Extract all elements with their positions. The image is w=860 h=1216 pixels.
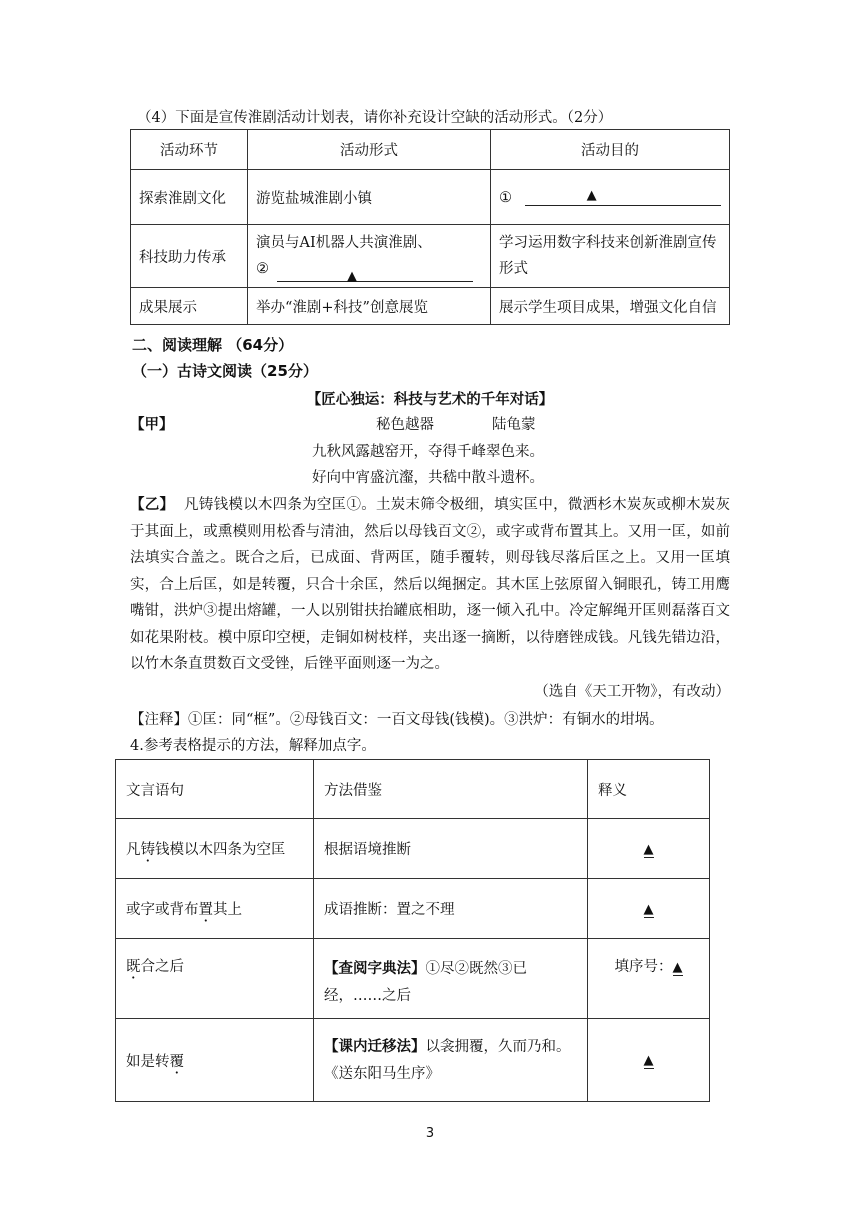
answer-cell[interactable]: 填序号：▲ bbox=[588, 939, 710, 1019]
answer-cell[interactable] bbox=[588, 879, 710, 939]
sentence-cell: 既合之后 bbox=[116, 939, 314, 1019]
poem-line: 好向中宵盛沆瀣，共嵇中散斗遗杯。 bbox=[312, 470, 544, 486]
table-row bbox=[116, 819, 710, 879]
triangle-icon: ▲ bbox=[672, 960, 683, 975]
yi-label: 【乙】 bbox=[130, 497, 175, 513]
method-cell: 【课内迁移法】以衾拥覆，久而乃和。《送东阳马生序》 bbox=[314, 1019, 588, 1102]
question-4-instruction: 4.参考表格提示的方法，解释加点字。 bbox=[130, 738, 376, 754]
sentence-cell: 如是转覆 bbox=[116, 1019, 314, 1102]
stage-cell: 成果展示 bbox=[131, 288, 248, 325]
purpose-cell: 学习运用数字科技来创新淮剧宣传形式 bbox=[491, 225, 730, 288]
activity-plan-table bbox=[130, 129, 730, 325]
table-header-row bbox=[116, 760, 710, 819]
header-sentence: 文言语句 bbox=[116, 760, 314, 819]
table-row bbox=[131, 225, 730, 288]
passage-title: 【匠心独运：科技与艺术的千年对话】 bbox=[306, 392, 554, 408]
form-cell: 举办“淮剧+科技”创意展览 bbox=[248, 288, 491, 325]
jia-label: 【甲】 bbox=[130, 417, 174, 433]
sentence-cell: 凡铸钱模以木四条为空匡 bbox=[116, 819, 314, 879]
dotted-char: 既 bbox=[126, 959, 141, 975]
form-cell bbox=[248, 225, 491, 288]
method-cell: 成语推断：置之不理 bbox=[314, 879, 588, 939]
form-cell: 游览盐城淮剧小镇 bbox=[248, 170, 491, 225]
triangle-icon: ▲ bbox=[643, 841, 654, 857]
table-row bbox=[131, 170, 730, 225]
page-number: 3 bbox=[425, 1126, 435, 1141]
table-header-row bbox=[131, 130, 730, 170]
method-cell: 根据语境推断 bbox=[314, 819, 588, 879]
header-method: 方法借鉴 bbox=[314, 760, 588, 819]
dotted-char: 铸 bbox=[140, 842, 155, 858]
annotation-note: 【注释】①匡：同“框”。②母钱百文：一百文母钱(钱模)。③洪炉：有铜水的坩埚。 bbox=[130, 712, 664, 728]
header-meaning: 释义 bbox=[588, 760, 710, 819]
poem-author: 陆龟蒙 bbox=[492, 417, 536, 433]
answer-blank[interactable] bbox=[525, 189, 721, 206]
passage-yi bbox=[130, 492, 730, 678]
triangle-icon: ▲ bbox=[643, 901, 654, 917]
blank-marker: ② bbox=[256, 261, 269, 277]
subsection-heading: （一）古诗文阅读（25分） bbox=[132, 362, 318, 380]
triangle-icon: ▲ bbox=[643, 1053, 654, 1068]
answer-cell[interactable] bbox=[588, 1019, 710, 1102]
purpose-cell bbox=[491, 170, 730, 225]
word-explanation-table bbox=[115, 759, 710, 1102]
dotted-char: 置 bbox=[198, 902, 213, 918]
table-row bbox=[116, 879, 710, 939]
blank-marker: ① bbox=[499, 189, 512, 206]
table-row bbox=[116, 1019, 710, 1102]
header-stage: 活动环节 bbox=[131, 130, 248, 170]
poem-title: 秘色越器 bbox=[376, 417, 434, 433]
header-purpose: 活动目的 bbox=[491, 130, 730, 170]
stage-cell: 科技助力传承 bbox=[131, 225, 248, 288]
source-citation: （选自《天工开物》，有改动） bbox=[534, 684, 730, 700]
sentence-cell: 或字或背布置其上 bbox=[116, 879, 314, 939]
header-form: 活动形式 bbox=[248, 130, 491, 170]
form-text: 演员与AI机器人共演淮剧、 bbox=[256, 235, 432, 251]
poem-line: 九秋风露越窑开，夺得千峰翠色来。 bbox=[312, 444, 544, 460]
dotted-char: 覆 bbox=[169, 1053, 184, 1070]
method-cell: 【查阅字典法】①尽②既然③已经，……之后 bbox=[314, 939, 588, 1019]
section-heading: 二、阅读理解 （64分） bbox=[132, 336, 294, 354]
triangle-icon: ▲ bbox=[586, 187, 597, 203]
answer-blank[interactable] bbox=[277, 265, 473, 282]
question-4-prompt: （4）下面是宣传淮剧活动计划表，请你补充设计空缺的活动形式。（2分） bbox=[137, 110, 613, 126]
stage-cell: 探索淮剧文化 bbox=[131, 170, 248, 225]
table-row bbox=[131, 288, 730, 325]
table-row bbox=[116, 939, 710, 1019]
purpose-cell: 展示学生项目成果，增强文化自信 bbox=[491, 288, 730, 325]
answer-cell[interactable] bbox=[588, 819, 710, 879]
yi-text: 凡铸钱模以木四条为空匡①。土炭末筛令极细，填实匡中，微洒杉木炭灰或柳木炭灰于其面上，或熏模则用松香与清油，然后以母钱百文②，或字或背布置其上。又用一匡，如前法填实合盖之。既合之后，已成面、背两匡，随手覆转，则母钱尽落后匡之上。又用一匡填实，合上后匡，如是转覆，只合十余匡，然后以绳捆定。其木匡上弦原留入铜眼孔，铸工用鹰嘴钳，洪炉③提出熔罐，一人以别钳扶抬罐底相助，逐一倾入孔中。冷定解绳开匡则磊落百文如花果附枝。模中原印空梗，走铜如树枝样，夹出逐一摘断，以待磨锉成钱。凡钱先错边沿，以竹木条直贯数百文受锉，后锉平面则逐一为之。 bbox=[130, 497, 731, 672]
triangle-icon: ▲ bbox=[347, 269, 357, 284]
